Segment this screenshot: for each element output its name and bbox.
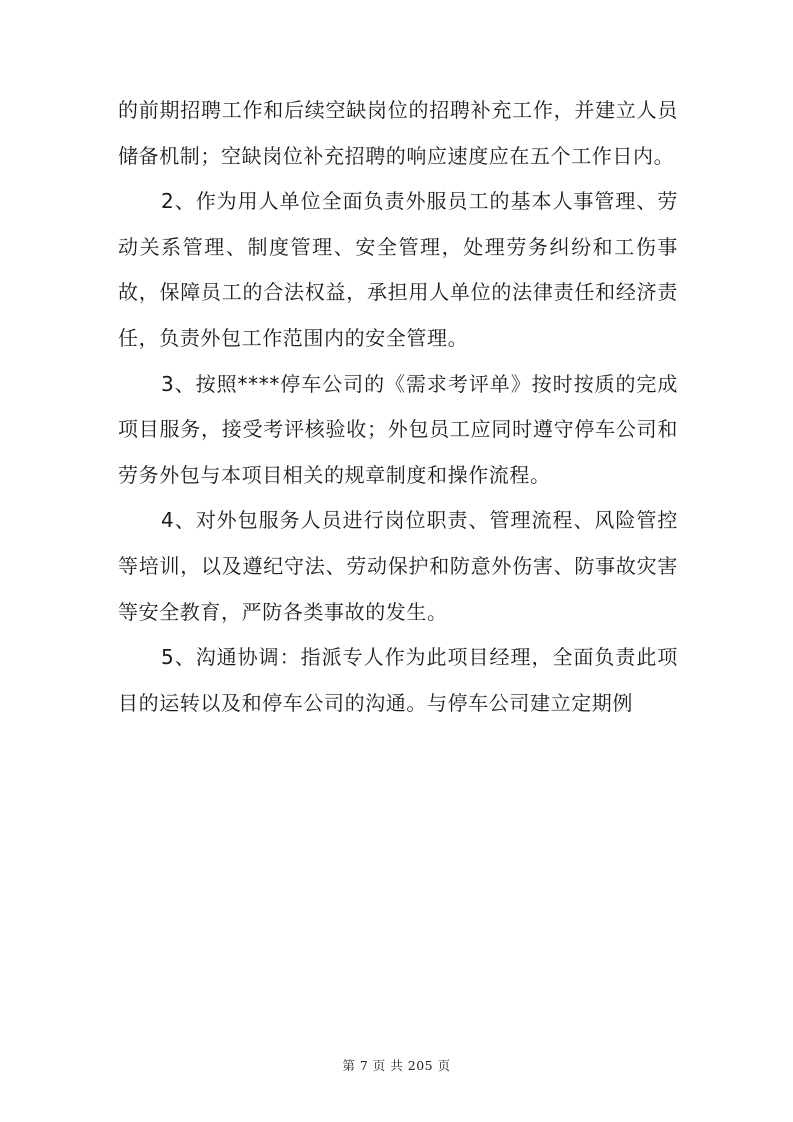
page-footer (0, 1056, 793, 1074)
paragraph-item-2: 2、作为用人单位全面负责外服员工的基本人事管理、劳动关系管理、制度管理、安全管理，处理劳务纠纷和工伤事故，保障员工的合法权益，承担用人单位的法律责任和经济责任，负责外包工作范围内的安全管理。 (118, 189, 678, 350)
paragraph-continuation: 的前期招聘工作和后续空缺岗位的招聘补充工作，并建立人员储备机制；空缺岗位补充招聘的响应速度应在五个工作日内。 (118, 98, 678, 168)
paragraph-item-5: 5、沟通协调：指派专人作为此项目经理，全面负责此项目的运转以及和停车公司的沟通。与停车公司建立定期例 (118, 645, 678, 715)
paragraph-item-4: 4、对外包服务人员进行岗位职责、管理流程、风险管控等培训，以及遵纪守法、劳动保护和防意外伤害、防事故灾害等安全教育，严防各类事故的发生。 (118, 508, 678, 624)
page-number-label: 第 7 页 共 205 页 (342, 1058, 451, 1073)
page-body (118, 88, 678, 726)
paragraph-item-3: 3、按照****停车公司的《需求考评单》按时按质的完成项目服务，接受考评核验收；外包员工应同时遵守停车公司和劳务外包与本项目相关的规章制度和操作流程。 (118, 371, 678, 487)
